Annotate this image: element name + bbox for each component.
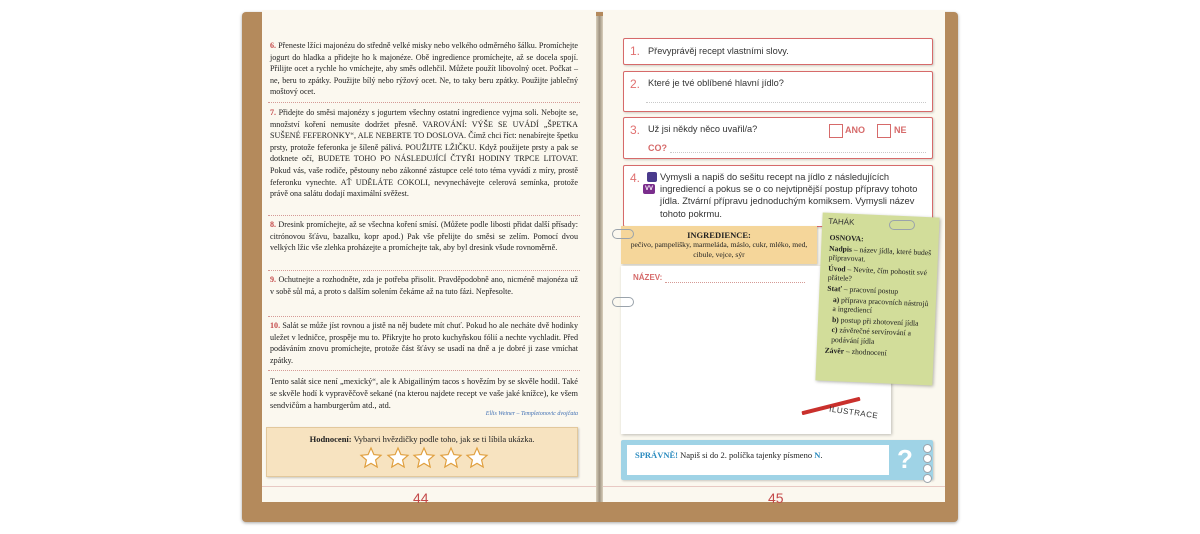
rating-text: Vybarvi hvězdičky podle toho, jak se ti líbila ukázka. bbox=[353, 434, 535, 444]
no-label: NE bbox=[894, 125, 907, 135]
uvod-text: – Nevíte, čím pohostit své přátele? bbox=[827, 264, 928, 284]
star-icon[interactable] bbox=[386, 446, 410, 470]
nazev-label: NÁZEV: bbox=[633, 273, 663, 282]
page-bottom-rule bbox=[603, 486, 945, 487]
star-rating[interactable] bbox=[359, 446, 489, 472]
napis-label: Nadpis bbox=[828, 243, 853, 254]
step-number: 8. bbox=[270, 220, 277, 229]
answer-banner bbox=[621, 440, 933, 480]
answer-letter: N bbox=[814, 450, 821, 460]
osnova-label: OSNOVA: bbox=[829, 232, 864, 244]
rating-box bbox=[266, 427, 578, 477]
question-text: Které je tvé oblíbené hlavní jídlo? bbox=[648, 78, 784, 88]
binder-rings bbox=[923, 444, 931, 476]
rating-instruction bbox=[267, 434, 577, 444]
question-text: Už jsi někdy něco uvařil/a? bbox=[648, 124, 758, 134]
ingredients-list: pečivo, pampelišky, marmeláda, máslo, cukr, mléko, med, cibule, vejce, sýr bbox=[630, 240, 808, 259]
stat-label: Stať bbox=[827, 283, 843, 294]
yes-label: ANO bbox=[845, 125, 865, 135]
zaver-label: Závěr bbox=[824, 345, 845, 356]
yes-checkbox[interactable] bbox=[829, 124, 843, 138]
page-bottom-rule bbox=[262, 486, 596, 487]
divider bbox=[268, 316, 580, 317]
page-number-right: 45 bbox=[768, 490, 784, 506]
tahak-heading: TAHÁK bbox=[828, 216, 855, 227]
zaver-text: – zhodnocení bbox=[843, 346, 887, 357]
paperclip-icon bbox=[612, 297, 634, 307]
star-icon[interactable] bbox=[359, 446, 383, 470]
rating-label: Hodnocení: bbox=[309, 434, 352, 444]
ring-icon bbox=[923, 474, 932, 483]
step-text: Salát se může jíst rovnou a jistě na něj budete mít chuť. Pokud ho ale necháte dvě hodinky uležet v ledničce, prospěje mu to. Přikryjte ho proto kuchyňskou fólií a nechte vychladit. Před podáváním znovu promíchejte, protože část šťávy se usadí na dně a je dobré ji zase vmíchat zpátky. bbox=[270, 321, 578, 365]
point-c-label: c) bbox=[831, 325, 838, 335]
question-number: 1. bbox=[630, 44, 641, 58]
divider bbox=[268, 270, 580, 271]
ring-icon bbox=[923, 464, 932, 473]
paperclip-icon bbox=[889, 220, 915, 230]
divider bbox=[268, 370, 580, 371]
step-9 bbox=[270, 274, 578, 297]
step-text: Dresink promíchejte, až se všechna koření smísí. (Můžete podle libosti přidat další přísady: citrónovou šťávu, bazalku, kopr apod.) Pak vše přelijte do směsi se zelím. Pomocí dvou velkých lžic vše zlehka proházejte a promíchejte tak, aby byl dresink všude rovnoměrně. bbox=[270, 220, 578, 253]
question-number: 3. bbox=[630, 123, 641, 137]
napis-text: – název jídla, které budeš připravovat. bbox=[828, 244, 932, 264]
step-text: Ochutnejte a rozhodněte, zda je potřeba přisolit. Pravděpodobně ano, nicméně majonéza už v sobě sůl má, a proto s dalším solením čekáme až na tuto fázi. Nepřesolte. bbox=[270, 275, 578, 296]
step-7 bbox=[270, 107, 578, 200]
answer-line[interactable] bbox=[646, 102, 926, 103]
step-number: 7. bbox=[270, 108, 277, 117]
page-number-left: 44 bbox=[413, 490, 429, 506]
question-text: Převyprávěj recept vlastními slovy. bbox=[648, 46, 789, 56]
point-b-text: postup při zhotovení jídla bbox=[838, 315, 919, 328]
star-icon[interactable] bbox=[465, 446, 489, 470]
question-2[interactable] bbox=[623, 71, 933, 112]
stat-text: – pracovní postup bbox=[841, 284, 899, 296]
cheat-sheet-note bbox=[815, 213, 939, 386]
question-mark-icon: ? bbox=[897, 444, 913, 474]
step-6 bbox=[270, 40, 578, 98]
ingredients-title: INGREDIENCE: bbox=[687, 230, 751, 240]
uvod-label: Úvod bbox=[828, 263, 846, 274]
answer-end: . bbox=[820, 450, 823, 460]
step-text: Přeneste lžíci majonézu do středně velké misky nebo velkého odměrného šálku. Promíchejte jogurt do hladka a přidejte ho k majonéze. Obě ingredience promíchejte, až se docela spojí. Přilijte ocet a rychle ho vmíchejte, aby směs odlehčil. Můžete použít libovolný ocet. Počkat – ne, beru to zpátky. Použijte bílý nebo rýžový ocet. Ne, to taky beru zpátky. Použijte jablečný moštový ocet. bbox=[270, 41, 578, 97]
step-number: 6. bbox=[270, 41, 277, 50]
ingredients-card bbox=[621, 226, 817, 264]
step-number: 10. bbox=[270, 321, 281, 330]
citation: Ellis Weiner – Templetonovic dvojčata bbox=[485, 411, 578, 417]
answer-line[interactable] bbox=[670, 152, 926, 153]
answer-instruction: Napiš si do 2. políčka tajenky písmeno bbox=[677, 450, 815, 460]
question-text: Vymysli a napiš do sešitu recept na jídlo z následujících ingrediencí a pokus se o co nejvtipnější postup přípravy tohoto jídla. Ztvární přípravu jednoduchým komiksem. Vymysli název tohoto pokrmu. bbox=[660, 172, 918, 219]
answer-text bbox=[635, 450, 822, 460]
star-icon[interactable] bbox=[412, 446, 436, 470]
step-8 bbox=[270, 219, 578, 254]
no-checkbox[interactable] bbox=[877, 124, 891, 138]
point-a-text: příprava pracovních nástrojů a ingrediencí bbox=[832, 294, 929, 315]
pencil-check-icon bbox=[647, 172, 657, 182]
question-number: 2. bbox=[630, 77, 641, 91]
name-line[interactable] bbox=[665, 282, 805, 283]
ending-paragraph: Tento salát sice není „mexický“, ale k Abigailiným tacos s hovězím by se skvěle hodil. Také se skvěle hodí k vypravěčově sekané (na kterou najdete recept ve vaše jaké knížce), ke všem sendvičům a hamburgerům atd., atd. bbox=[270, 377, 578, 410]
point-c-text: závěrečné servírování a podávání jídla bbox=[830, 325, 912, 346]
point-b-label: b) bbox=[831, 314, 840, 325]
question-3 bbox=[623, 117, 933, 159]
step-10 bbox=[270, 320, 578, 366]
ring-icon bbox=[923, 444, 932, 453]
question-1[interactable] bbox=[623, 38, 933, 65]
divider bbox=[268, 102, 580, 103]
divider bbox=[268, 215, 580, 216]
what-label: CO? bbox=[648, 143, 667, 153]
star-icon[interactable] bbox=[439, 446, 463, 470]
ring-icon bbox=[923, 454, 932, 463]
ilustrace-label: ILUSTRACE bbox=[828, 404, 879, 421]
step-number: 9. bbox=[270, 275, 277, 284]
book-spine bbox=[596, 16, 603, 502]
paperclip-icon bbox=[612, 229, 634, 239]
vv-badge: VV bbox=[644, 186, 653, 192]
correct-label: SPRÁVNĚ! bbox=[635, 450, 678, 460]
point-a-label: a) bbox=[832, 294, 840, 304]
question-number: 4. bbox=[630, 171, 641, 185]
step-text: Přidejte do směsi majonézy s jogurtem všechny ostatní ingredience vyjma soli. Nebojte se, množství koření nemusíte dodržet přesně. VAROVÁNÍ: VÝŠE SE UVÁDÍ „ŠPETKA SUŠENÉ FEFERONKY“, ALE NEBERTE TO DOSLOVA. Čímž chci říct: nenabírejte špetku prsty, protože feferonka je šíleně pálivá. POUŽIJTE LŽIČKU. Když použijete prsty a pak se dotknete očí, BUDETE TOHO PO NÁSLEDUJÍCÍ ČTYŘI HODINY TRPCE LITOVAT. Pokud vás, vaše rodiče, pěstouny nebo zákonné zástupce celé toto téma vyvádí z míry, prostě feferonku vynechte. AŤ UDĚLÁTE COKOLI, nevynechávejte celerová semínka, protože právě ona salátu dodají maximální svěžest. bbox=[270, 108, 578, 199]
